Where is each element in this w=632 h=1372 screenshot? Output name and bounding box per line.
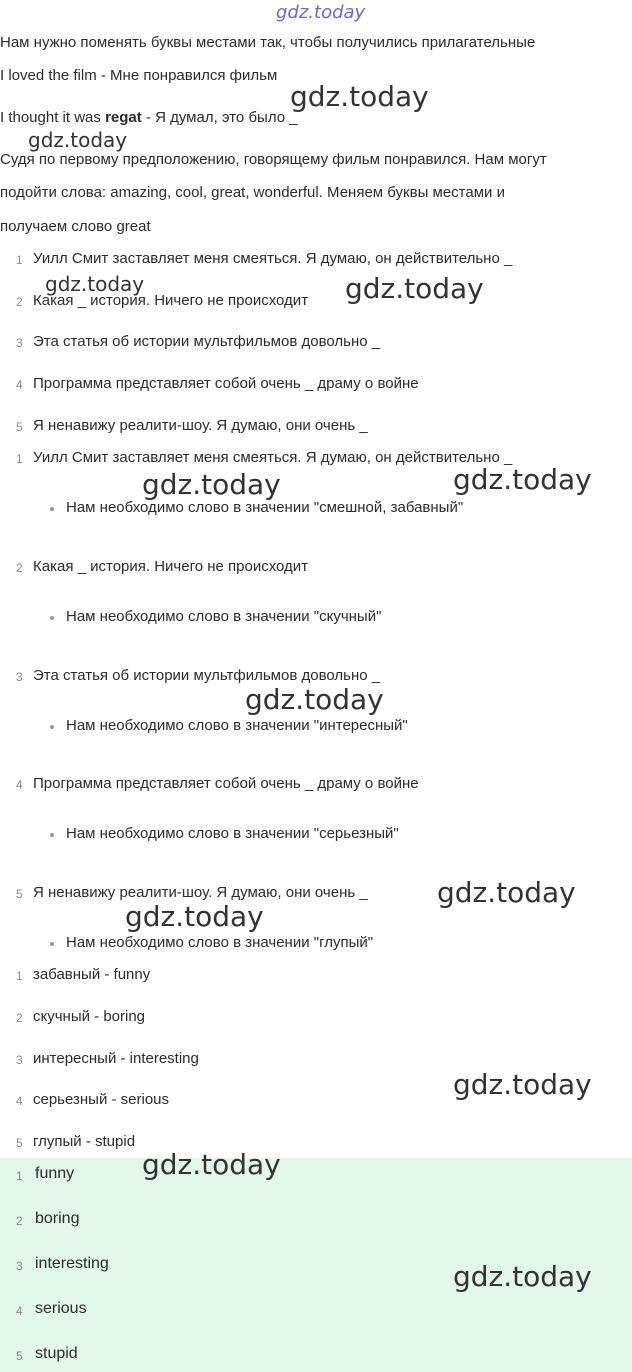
intro-line-3-bold: regat (105, 109, 142, 126)
intro-line-5: подойти слова: amazing, cool, great, wonderful. Меняем буквы местами и (0, 184, 505, 201)
list-number: 1 (16, 969, 23, 983)
list-number: 3 (16, 1053, 23, 1067)
hint-text: Нам необходимо слово в значении "серьезный" (66, 825, 399, 842)
list-number: 1 (16, 1169, 23, 1183)
list-number: 2 (16, 1214, 23, 1228)
list-number: 4 (16, 378, 23, 392)
intro-line-2: I loved the film - Мне понравился фильм (0, 67, 278, 84)
list-item: скучный - boring (33, 1008, 146, 1025)
watermark: gdz.today (453, 1068, 592, 1101)
bullet (50, 725, 54, 729)
intro-line-6: получаем слово great (0, 218, 151, 235)
answer-item: interesting (35, 1255, 109, 1272)
list-number: 5 (16, 887, 23, 901)
list-number: 4 (16, 778, 23, 792)
bullet (50, 616, 54, 620)
bullet (50, 833, 54, 837)
list-item: интересный - interesting (33, 1050, 199, 1067)
watermark: gdz.today (142, 468, 281, 501)
list-item: Программа представляет собой очень _ драму о войне (33, 375, 419, 392)
list-item: Я ненавижу реалити-шоу. Я думаю, они очень _ (33, 417, 368, 434)
list-number: 1 (16, 452, 23, 466)
list-number: 5 (16, 420, 23, 434)
list-item: Уилл Смит заставляет меня смеяться. Я думаю, он действительно _ (33, 449, 513, 466)
answer-item: funny (35, 1165, 75, 1182)
watermark: gdz.today (345, 272, 484, 305)
hint-text: Нам необходимо слово в значении "скучный" (66, 608, 382, 625)
list-item: забавный - funny (33, 966, 151, 983)
intro-line-1: Нам нужно поменять буквы местами так, чтобы получились прилагательные (0, 34, 536, 51)
list-number: 4 (16, 1304, 23, 1318)
list-number: 2 (16, 295, 23, 309)
list-number: 2 (16, 1011, 23, 1025)
list-item: Какая _ история. Ничего не происходит (33, 558, 309, 575)
site-logo[interactable]: gdz.today (276, 2, 366, 23)
list-item: Эта статья об истории мультфильмов довольно _ (33, 667, 381, 684)
watermark: gdz.today (245, 683, 384, 716)
watermark: gdz.today (453, 463, 592, 496)
list-item: глупый - stupid (33, 1133, 136, 1150)
watermark: gdz.today (45, 272, 145, 296)
list-item: серьезный - serious (33, 1091, 170, 1108)
hint-text: Нам необходимо слово в значении "смешной, забавный" (66, 499, 464, 516)
watermark: gdz.today (125, 900, 264, 933)
bullet (50, 942, 54, 946)
answer-item: stupid (35, 1345, 78, 1362)
watermark: gdz.today (142, 1148, 281, 1181)
hint-text: Нам необходимо слово в значении "интересный" (66, 717, 408, 734)
list-number: 2 (16, 561, 23, 575)
answer-item: boring (35, 1210, 80, 1227)
intro-line-3-pre: I thought it was (0, 109, 106, 126)
watermark: gdz.today (437, 876, 576, 909)
list-number: 1 (16, 253, 23, 267)
answer-item: serious (35, 1300, 87, 1317)
intro-line-3-post: - Я думал, это было _ (141, 109, 298, 126)
list-item: Программа представляет собой очень _ драму о войне (33, 775, 419, 792)
list-item: Я ненавижу реалити-шоу. Я думаю, они очень _ (33, 884, 368, 901)
watermark: gdz.today (453, 1260, 592, 1293)
intro-line-3 (0, 109, 298, 126)
watermark: gdz.today (290, 80, 429, 113)
intro-line-4: Судя по первому предположению, говорящему фильм понравился. Нам могут (0, 151, 547, 168)
list-item: Уилл Смит заставляет меня смеяться. Я думаю, он действительно _ (33, 250, 513, 267)
watermark: gdz.today (28, 128, 128, 152)
hint-text: Нам необходимо слово в значении "глупый" (66, 934, 374, 951)
list-number: 5 (16, 1136, 23, 1150)
list-item: Эта статья об истории мультфильмов довольно _ (33, 333, 381, 350)
list-number: 5 (16, 1349, 23, 1363)
list-number: 3 (16, 336, 23, 350)
list-number: 3 (16, 670, 23, 684)
list-number: 4 (16, 1094, 23, 1108)
bullet (50, 507, 54, 511)
list-number: 3 (16, 1259, 23, 1273)
list-item: Какая _ история. Ничего не происходит (33, 292, 309, 309)
